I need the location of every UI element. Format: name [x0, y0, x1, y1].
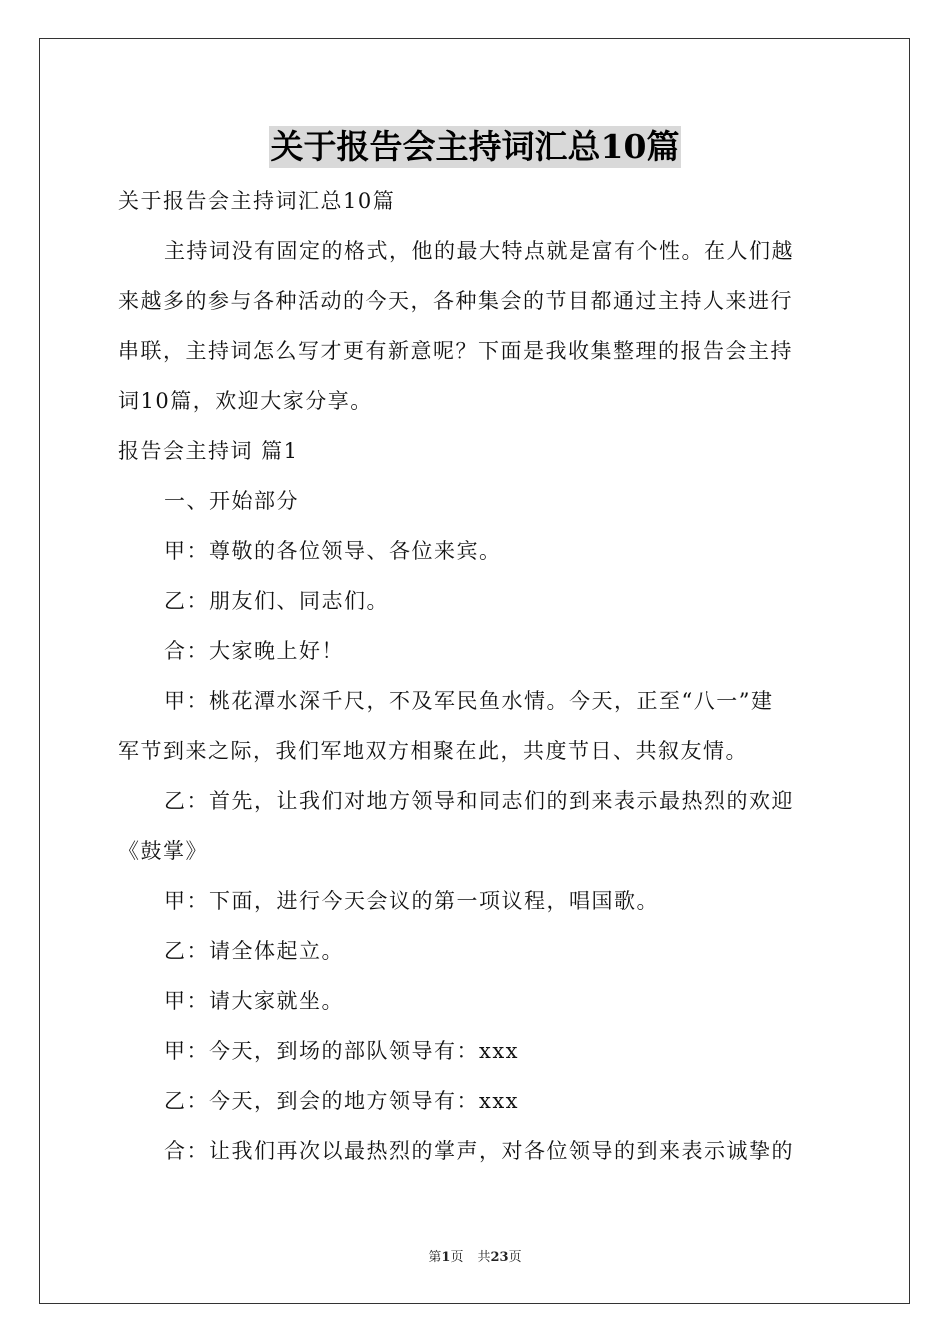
document-body: [118, 176, 834, 1176]
total-prefix: 共: [477, 1250, 491, 1265]
text-line: 甲：尊敬的各位领导、各位来宾。: [164, 539, 502, 563]
page-footer: [0, 1246, 950, 1265]
text-line: 来越多的参与各种活动的今天，各种集会的节目都通过主持人来进行: [118, 289, 793, 313]
document-title: 关于报告会主持词汇总10篇: [270, 127, 680, 166]
text-line: 《鼓掌》: [118, 839, 208, 863]
text-line: 合：大家晚上好！: [164, 639, 344, 663]
text-line: 词10篇，欢迎大家分享。: [118, 389, 373, 413]
title-container: [0, 126, 950, 168]
text-line: 合：让我们再次以最热烈的掌声，对各位领导的到来表示诚挚的: [164, 1139, 794, 1163]
text-line: 甲：今天，到场的部队领导有：xxx: [164, 1039, 520, 1063]
page-suffix: 页: [450, 1250, 464, 1265]
page-prefix: 第: [428, 1250, 442, 1265]
text-line: 报告会主持词 篇1: [118, 439, 299, 463]
text-line: 串联，主持词怎么写才更有新意呢？下面是我收集整理的报告会主持: [118, 339, 793, 363]
text-line: 乙：请全体起立。: [164, 939, 344, 963]
text-line: 关于报告会主持词汇总10篇: [118, 189, 396, 213]
text-line: 乙：首先，让我们对地方领导和同志们的到来表示最热烈的欢迎: [164, 789, 794, 813]
text-line: 主持词没有固定的格式，他的最大特点就是富有个性。在人们越: [164, 239, 794, 263]
text-line: 甲：请大家就坐。: [164, 989, 344, 1013]
text-line: 乙：今天，到会的地方领导有：xxx: [164, 1089, 520, 1113]
text-line: 乙：朋友们、同志们。: [164, 589, 389, 613]
text-line: 甲：桃花潭水深千尺，不及军民鱼水情。今天，正至“八一”建: [164, 689, 774, 713]
text-line: 甲：下面，进行今天会议的第一项议程，唱国歌。: [164, 889, 659, 913]
text-line: 军节到来之际，我们军地双方相聚在此，共度节日、共叙友情。: [118, 739, 748, 763]
total-suffix: 页: [508, 1250, 522, 1265]
page-number: 1: [441, 1250, 451, 1265]
text-line: 一、开始部分: [164, 489, 299, 513]
total-pages: 23: [490, 1250, 509, 1265]
